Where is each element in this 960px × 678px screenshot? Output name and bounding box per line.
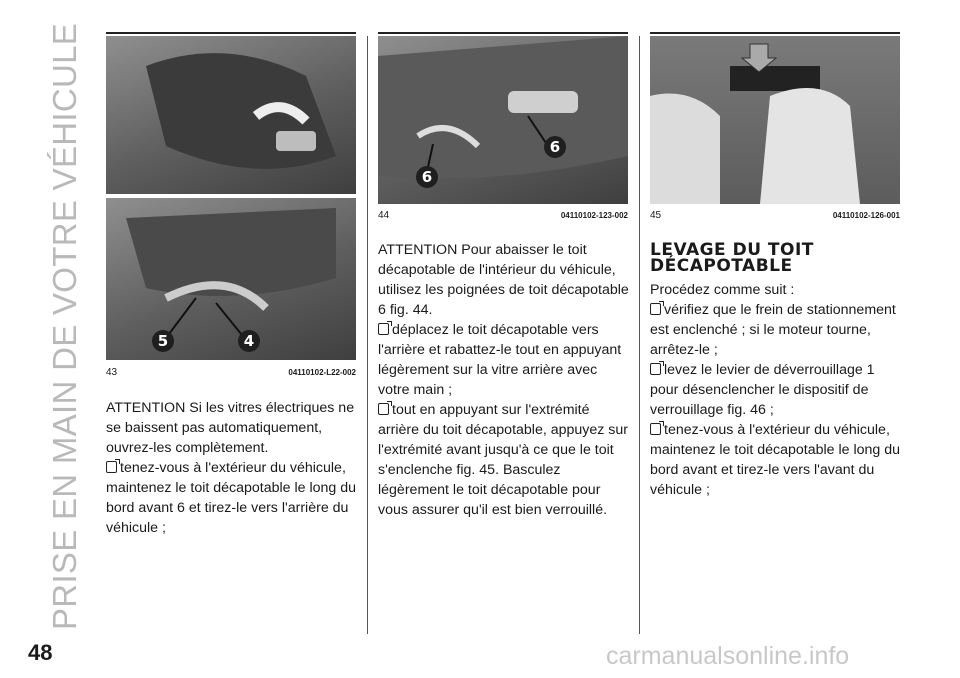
attention-paragraph: ATTENTION Pour abaisser le toit décapotable de l'intérieur du véhicule, utilisez les poignées de toit décapotable 6 fig. 44.: [378, 242, 629, 318]
callout-badge-6-right: 6: [544, 136, 566, 158]
section-side-title: [26, 22, 86, 630]
step-bullet-icon: [650, 423, 661, 435]
figure-number: 43: [106, 367, 118, 378]
bullet-text: déplacez le toit décapotable vers l'arrière et rabattez-le tout en appuyant légèrement sur la vitre arrière avec votre main ;: [378, 322, 622, 398]
column-divider-2: [639, 36, 640, 634]
section-heading: [650, 242, 902, 274]
figure-44-photo: [378, 36, 628, 204]
watermark: carmanualsonline.info: [606, 642, 850, 670]
roof-latch-illustration: [106, 36, 356, 194]
callout-badge-6-left: 6: [416, 166, 438, 188]
bullet-item: [650, 360, 902, 420]
column-2-text: [378, 240, 632, 520]
bullet-text: levez le levier de déverrouillage 1 pour désenclencher le dispositif de verrouillage fig. 46 ;: [650, 362, 875, 418]
column-1-text: [106, 398, 358, 538]
figure-reference: 04110102-L22-002: [288, 368, 356, 377]
side-title-text: PRISE EN MAIN DE VOTRE VÉHICULE: [46, 22, 83, 630]
top-rule-3: [650, 32, 900, 34]
step-bullet-icon: [650, 303, 661, 315]
figure-44-caption: [378, 210, 628, 221]
callout-badge-5: 5: [152, 330, 174, 352]
figure-43-photo-top: [106, 36, 356, 194]
figure-number: 44: [378, 210, 390, 221]
intro-text: Procédez comme suit :: [650, 282, 795, 298]
top-rule-1: [106, 32, 356, 34]
bullet-text: vérifiez que le frein de stationnement est enclenché ; si le moteur tourne, arrêtez-le ;: [650, 302, 896, 358]
step-bullet-icon: [106, 461, 117, 473]
figure-45-caption: [650, 210, 900, 221]
bullet-text: tenez-vous à l'extérieur du véhicule, maintenez le toit décapotable le long du bord avant et tirez-le vers l'avant du véhicule ;: [650, 422, 901, 498]
bullet-item: [650, 420, 902, 500]
column-divider-1: [367, 36, 368, 634]
heading-line-1: LEVAGE DU TOIT: [650, 240, 814, 260]
top-rule-2: [378, 32, 628, 34]
bullet-text: tenez-vous à l'extérieur du véhicule, maintenez le toit décapotable le long du bord avant 6 et tirez-le vers l'arrière du véhicule ;: [106, 460, 357, 536]
figure-number: 45: [650, 210, 662, 221]
bullet-item: [378, 320, 632, 400]
bullet-text: tout en appuyant sur l'extrémité arrière du toit décapotable, appuyez sur l'extrémité avant jusqu'à ce que le toit s'enclenche fig. 45. Basculez légèrement le toit décapotable pour vous assurer qu'il est bien verrouillé.: [378, 402, 629, 518]
column-3-text: [650, 242, 902, 500]
figure-45-photo: [650, 36, 900, 204]
step-bullet-icon: [378, 323, 389, 335]
roof-handle-illustration: [106, 198, 356, 360]
bullet-item: [106, 458, 358, 538]
figure-43-photo-bottom: [106, 198, 356, 360]
figure-reference: 04110102-126-001: [832, 211, 900, 220]
convertible-seats-illustration: [650, 36, 900, 204]
bullet-item: [378, 400, 632, 520]
heading-line-2: DÉCAPOTABLE: [650, 256, 793, 276]
page-number: 48: [28, 640, 53, 665]
figure-43-caption: [106, 367, 356, 378]
figure-reference: 04110102-123-002: [560, 211, 628, 220]
step-bullet-icon: [650, 363, 661, 375]
step-bullet-icon: [378, 403, 389, 415]
attention-paragraph: ATTENTION Si les vitres électriques ne se baissent pas automatiquement, ouvrez-les complètement.: [106, 400, 355, 456]
bullet-item: [650, 300, 902, 360]
callout-badge-4: 4: [238, 330, 260, 352]
